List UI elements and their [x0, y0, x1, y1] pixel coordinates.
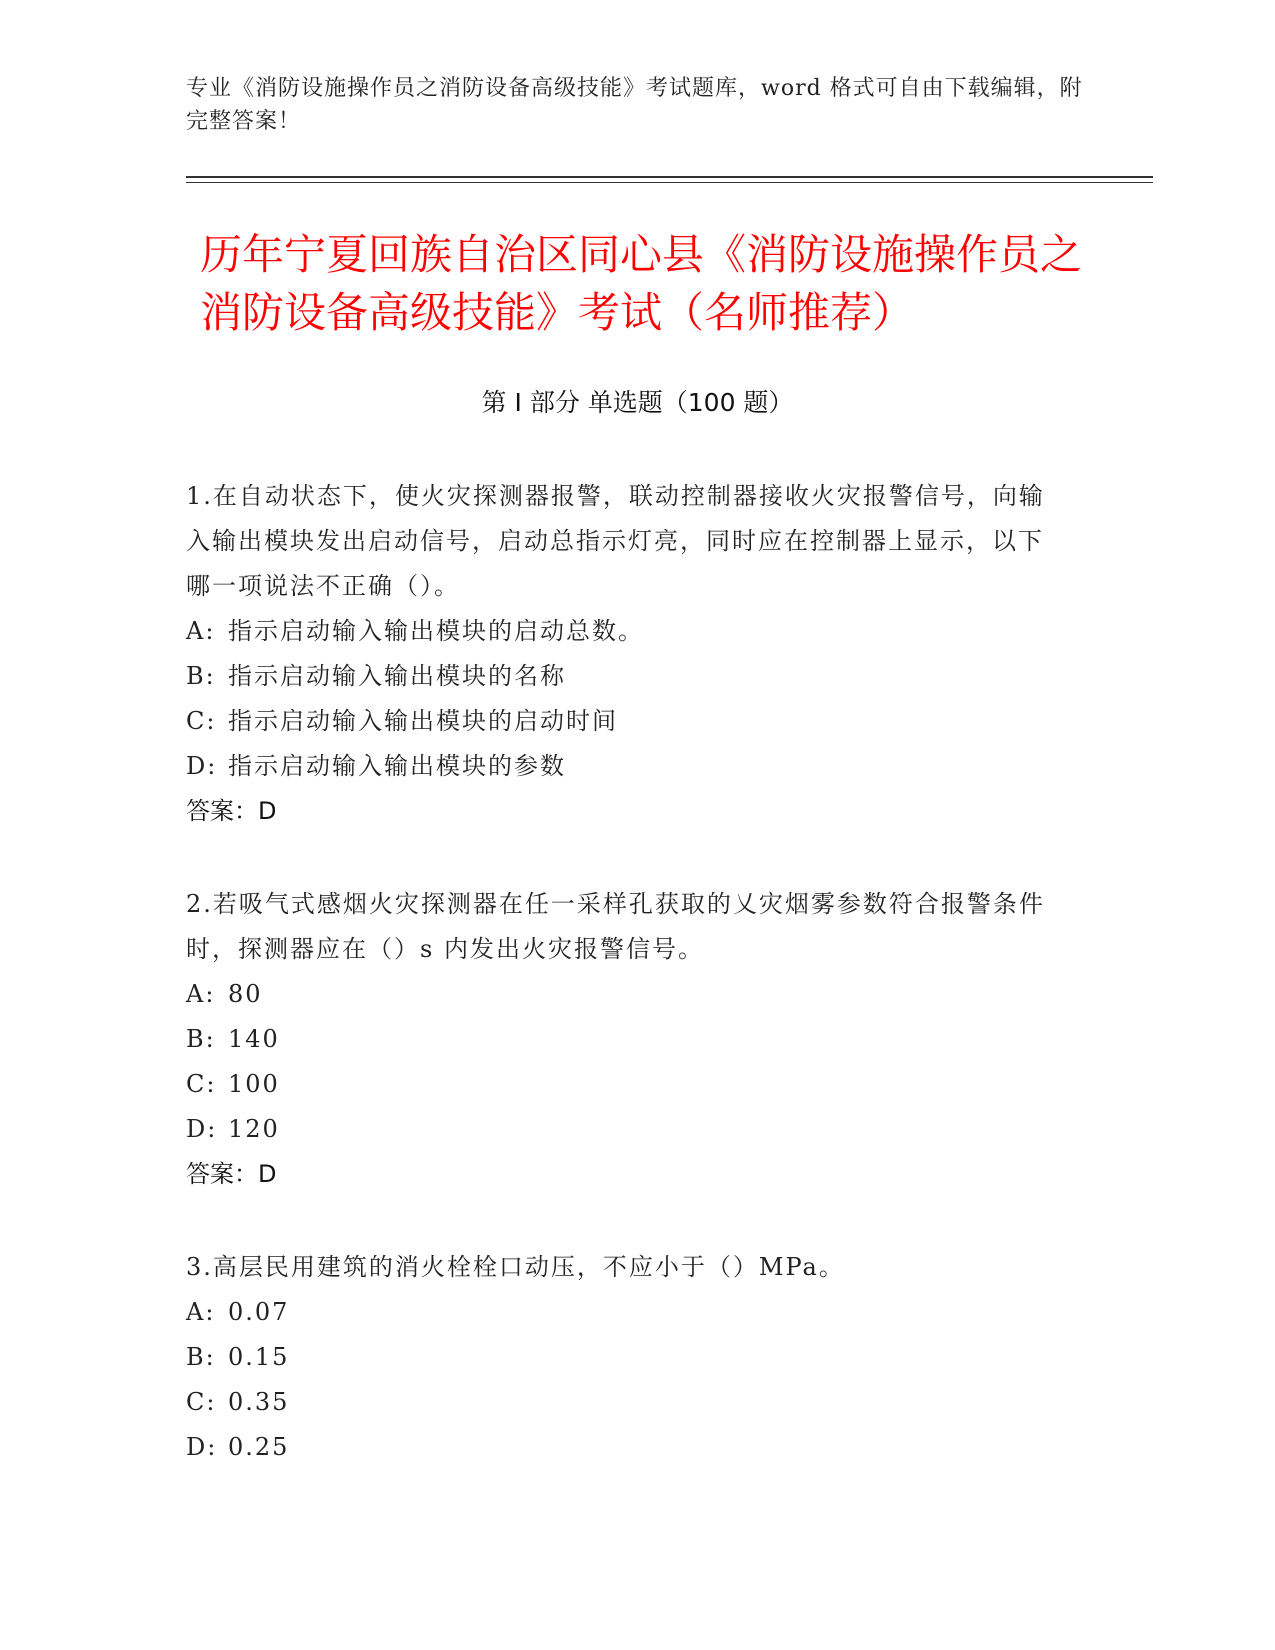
option-a — [186, 972, 1066, 1017]
question-list — [186, 474, 1066, 1518]
answer-line: 答案：D — [186, 1160, 277, 1188]
section-heading: 第 I 部分 单选题（100 题） — [481, 388, 794, 417]
option-text: 指示启动输入输出模块的名称 — [228, 662, 566, 690]
question-stem: 3.高层民用建筑的消火栓栓口动压，不应小于（）MPa。 — [186, 1253, 845, 1281]
option-text: 指示启动输入输出模块的参数 — [228, 752, 566, 780]
option-c — [186, 1380, 1066, 1425]
option-key: A: — [186, 1298, 216, 1326]
option-text: 120 — [228, 1115, 280, 1143]
question-1 — [186, 474, 1066, 834]
option-key: D: — [186, 1115, 218, 1143]
document-title: 历年宁夏回族自治区同心县《消防设施操作员之消防设备高级技能》考试（名师推荐） — [200, 230, 1083, 337]
option-key: B: — [186, 1025, 216, 1053]
question-stem: 2.若吸气式感烟火灾探测器在任一采样孔获取的乂灾烟雾参数符合报警条件时，探测器应在（）s 内发出火灾报警信号。 — [186, 890, 1045, 963]
option-text: 0.15 — [228, 1343, 290, 1371]
option-key: B: — [186, 1343, 216, 1371]
option-d — [186, 1425, 1066, 1470]
option-text: 80 — [228, 980, 263, 1008]
option-text: 100 — [228, 1070, 280, 1098]
option-text: 0.35 — [228, 1388, 290, 1416]
option-c — [186, 1062, 1066, 1107]
option-text: 指示启动输入输出模块的启动时间 — [228, 707, 618, 735]
option-key: D: — [186, 1433, 218, 1461]
option-b — [186, 1017, 1066, 1062]
option-d — [186, 1107, 1066, 1152]
option-key: C: — [186, 1388, 217, 1416]
option-key: C: — [186, 707, 217, 735]
option-text: 指示启动输入输出模块的启动总数。 — [228, 617, 644, 645]
question-3 — [186, 1245, 1066, 1470]
option-b — [186, 654, 1066, 699]
option-b — [186, 1335, 1066, 1380]
option-a — [186, 609, 1066, 654]
option-key: C: — [186, 1070, 217, 1098]
option-key: A: — [186, 980, 216, 1008]
option-text: 140 — [228, 1025, 280, 1053]
option-d — [186, 744, 1066, 789]
header-divider-thin — [186, 182, 1153, 183]
option-key: B: — [186, 662, 216, 690]
option-a — [186, 1290, 1066, 1335]
answer-line: 答案：D — [186, 797, 277, 825]
header-divider-thick — [186, 176, 1153, 178]
option-key: A: — [186, 617, 216, 645]
option-text: 0.07 — [228, 1298, 290, 1326]
header-note: 专业《消防设施操作员之消防设备高级技能》考试题库，word 格式可自由下载编辑，附完整答案！ — [186, 76, 1083, 134]
option-key: D: — [186, 752, 218, 780]
option-c — [186, 699, 1066, 744]
option-text: 0.25 — [228, 1433, 290, 1461]
question-stem: 1.在自动状态下，使火灾探测器报警，联动控制器接收火灾报警信号，向输入输出模块发出启动信号，启动总指示灯亮，同时应在控制器上显示，以下哪一项说法不正确（）。 — [186, 482, 1045, 600]
question-2 — [186, 882, 1066, 1197]
